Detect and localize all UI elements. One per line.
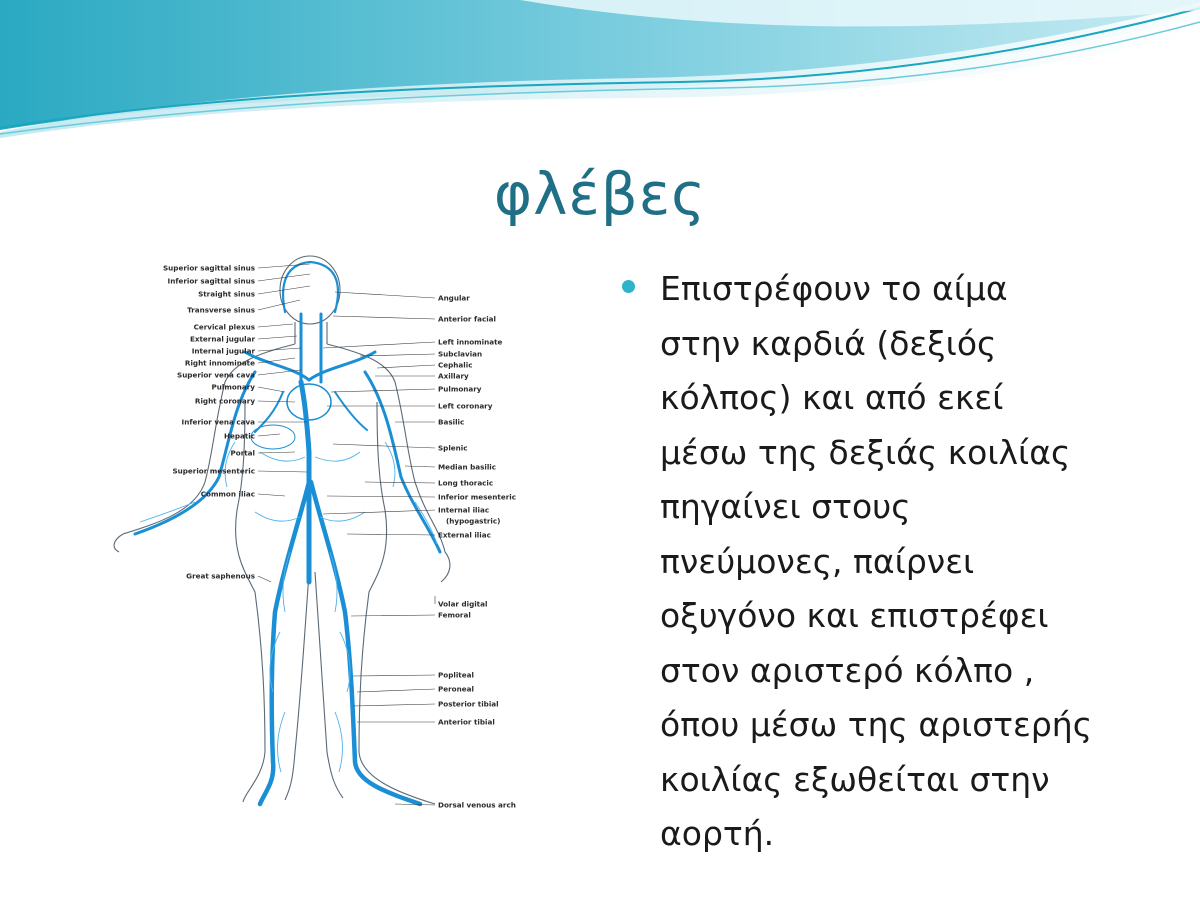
leader-line <box>258 452 295 453</box>
diagram-label-right: Angular <box>438 293 470 303</box>
bullet-text <box>660 262 1140 862</box>
bullet-line: μέσω της δεξιάς κοιλίας <box>660 432 1071 472</box>
bullet-line: κοιλίας εξωθείται στην <box>660 759 1050 799</box>
leader-line <box>333 444 435 448</box>
bullet-line: αορτή. <box>660 814 775 853</box>
leader-line <box>347 534 435 535</box>
leader-line <box>258 336 297 339</box>
bullet-line: κόλπος) και από εκεί <box>660 378 1004 417</box>
diagram-label-right: Femoral <box>438 610 471 620</box>
leader-line <box>258 274 310 281</box>
bullet-line: στον αριστερό κόλπο , <box>660 650 1035 690</box>
diagram-label-left: Great saphenous <box>186 571 255 581</box>
diagram-label-left: Right coronary <box>194 396 255 406</box>
left-labels <box>163 264 255 581</box>
bullet-line: πνεύμονες, παίρνει <box>660 541 975 581</box>
diagram-label-right: (hypogastric) <box>446 516 501 526</box>
header-wave-decoration <box>0 0 1200 150</box>
slide-title: φλέβες <box>493 160 707 228</box>
diagram-label-right: Median basilic <box>438 462 497 472</box>
diagram-label-left: Inferior vena cava <box>181 417 255 427</box>
leader-line <box>258 494 285 496</box>
leader-line <box>258 471 307 472</box>
diagram-label-right: Pulmonary <box>438 384 482 394</box>
diagram-label-right: Splenic <box>438 443 468 453</box>
diagram-label-left: Internal jugular <box>191 346 255 356</box>
leader-line <box>351 615 435 616</box>
diagram-label-left: External jugular <box>189 334 255 344</box>
diagram-label-right: Inferior mesenteric <box>438 492 516 502</box>
diagram-label-left: Portal <box>230 448 255 458</box>
leader-line <box>365 482 435 483</box>
diagram-label-left: Transverse sinus <box>187 305 255 315</box>
diagram-label-left: Common iliac <box>200 489 255 499</box>
bullet-line: οξυγόνο και επιστρέφει <box>660 596 1049 635</box>
diagram-label-right: Left coronary <box>438 401 493 411</box>
leader-line <box>353 675 435 676</box>
liver-shape <box>251 425 295 449</box>
diagram-canvas <box>95 252 525 832</box>
leader-line <box>405 466 435 467</box>
diagram-label-right: Anterior tibial <box>438 717 495 727</box>
right-labels <box>438 294 516 810</box>
diagram-label-left: Superior vena cava <box>177 370 255 380</box>
bullet-line: στην καρδιά (δεξιός <box>660 323 997 363</box>
leader-line <box>333 316 435 319</box>
bullet-line: όπου μέσω της αριστερής <box>660 705 1093 744</box>
diagram-label-left: Cervical plexus <box>193 322 255 332</box>
leader-line <box>335 292 435 298</box>
leader-line <box>258 434 280 436</box>
leader-line <box>357 689 435 692</box>
bullet-line: Επιστρέφουν το αίμα <box>660 269 1008 308</box>
leader-line <box>323 342 435 348</box>
diagram-label-right: Posterior tibial <box>438 699 499 709</box>
leader-line <box>258 576 271 582</box>
leader-line <box>258 401 295 402</box>
diagram-label-left: Superior mesenteric <box>172 466 255 476</box>
diagram-label-right: Subclavian <box>438 349 483 359</box>
diagram-label-left: Straight sinus <box>198 289 255 299</box>
leader-line <box>331 389 435 392</box>
diagram-label-right: Long thoracic <box>438 478 494 488</box>
leader-line <box>377 365 435 368</box>
leader-line <box>258 264 310 268</box>
minor-veins <box>140 442 437 772</box>
diagram-label-left: Inferior sagittal sinus <box>167 276 255 286</box>
diagram-label-right: Anterior facial <box>438 314 496 324</box>
diagram-label-right: Left innominate <box>438 337 503 347</box>
diagram-label-right: Cephalic <box>438 360 473 370</box>
diagram-label-left: Superior sagittal sinus <box>163 263 255 273</box>
major-veins <box>135 262 440 804</box>
diagram-label-right: Volar digital <box>438 599 488 609</box>
diagram-label-right: External iliac <box>438 530 491 540</box>
leader-line <box>258 324 293 327</box>
bullet-dot <box>622 280 635 293</box>
diagram-label-left: Right innominate <box>184 358 255 368</box>
diagram-label-right: Axillary <box>438 371 469 381</box>
diagram-label-right: Dorsal venous arch <box>438 800 516 810</box>
bullet-line: πηγαίνει στους <box>660 487 911 526</box>
diagram-label-right: Popliteal <box>438 670 474 680</box>
leader-line <box>258 387 285 392</box>
leader-line <box>258 300 300 310</box>
leader-line <box>327 496 435 497</box>
leader-line <box>353 704 435 706</box>
diagram-label-right: Peroneal <box>438 684 474 694</box>
venous-system-diagram <box>95 252 525 832</box>
diagram-label-left: Hepatic <box>223 431 255 441</box>
diagram-label-right: Internal iliac <box>438 505 490 515</box>
diagram-label-left: Pulmonary <box>211 382 255 392</box>
diagram-label-right: Basilic <box>438 417 465 427</box>
